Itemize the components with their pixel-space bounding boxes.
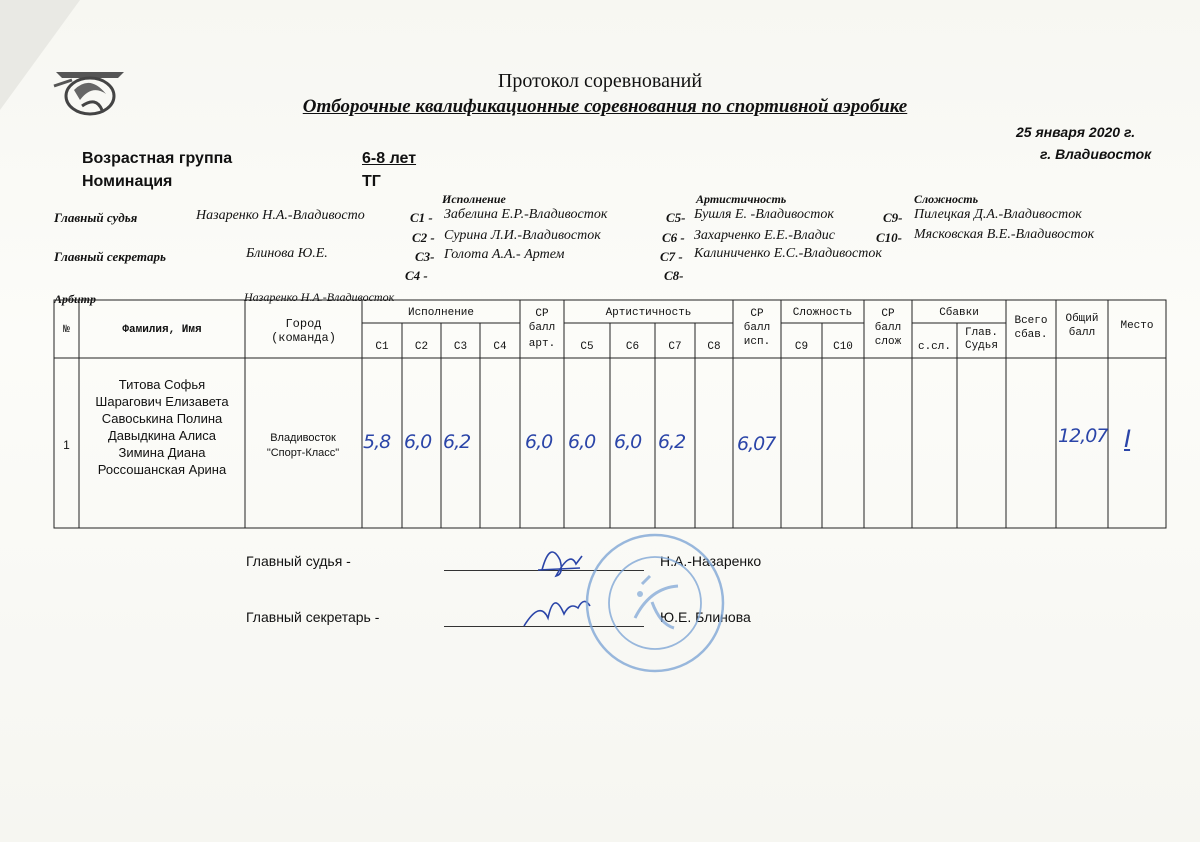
age-group-value: 6-8 лет — [362, 150, 417, 167]
judge-code: С2 - — [412, 230, 435, 245]
header-avg-exec: исп. — [743, 336, 771, 348]
judge-code: С8- — [664, 268, 684, 283]
judge-name: Захарченко Е.Е.-Владис — [694, 228, 836, 243]
arbiter-name: Назаренко Н.А.-Владивосток — [244, 290, 395, 304]
judge-code: С5- — [666, 210, 686, 225]
header-difficulty: Сложность — [792, 307, 853, 319]
club-name: "Спорт-Класс" — [266, 447, 340, 459]
header-c3: С3 — [453, 341, 468, 353]
sig-secretary-label: Главный секретарь - — [246, 609, 380, 625]
header-num: № — [63, 324, 70, 336]
chief-judge-name: Назаренко Н.А.-Владивосто — [196, 208, 365, 223]
nomination-label: Номинация — [82, 173, 173, 190]
header-avg-diff: балл — [874, 322, 902, 334]
score-c3: 6,2 — [443, 431, 471, 453]
judge-code: С1 - — [410, 210, 433, 225]
chief-secretary-label: Главный секретарь — [54, 249, 166, 264]
header-team: (команда) — [271, 331, 336, 345]
score-c5: 6,0 — [568, 431, 596, 453]
header-c5: С5 — [580, 341, 594, 353]
header-ded-small: с.сл. — [917, 341, 951, 353]
athlete-name: Шарагович Елизавета — [95, 394, 229, 409]
score-c7: 6,2 — [658, 431, 686, 453]
difficulty-judges-heading: Сложность — [914, 192, 979, 206]
judge-code: С7 - — [660, 249, 683, 264]
protocol-title: Протокол соревнований — [497, 70, 703, 92]
judge-name: Сурина Л.И.-Владивосток — [444, 228, 601, 243]
header-total-ded: сбав. — [1014, 329, 1048, 341]
judge-code: С4 - — [405, 268, 428, 283]
header-c9: С9 — [794, 341, 809, 353]
header-c6: С6 — [625, 341, 640, 353]
team-members — [79, 376, 245, 478]
judge-code: С3- — [415, 249, 435, 264]
athlete-name: Зимина Диана — [118, 445, 206, 460]
header-avg-art: арт. — [528, 338, 556, 350]
judge-code: С9- — [883, 210, 903, 225]
header-avg-exec: СР — [750, 308, 764, 320]
score-total: 12,07 — [1058, 425, 1108, 447]
sig-chief-judge-name: Н.А.-Назаренко — [660, 553, 762, 569]
nomination-value: ТГ — [362, 173, 381, 190]
judge-code: С10- — [876, 230, 902, 245]
header-execution: Исполнение — [407, 307, 474, 319]
judge-name: Мясковская В.Е.-Владивосток — [914, 227, 1095, 242]
header-ded-chief: Глав. — [964, 327, 998, 339]
competition-date: 25 января 2020 г. — [1016, 124, 1136, 140]
judge-name: Забелина Е.Р.-Владивосток — [444, 207, 608, 222]
judge-name: Голота А.А.- Артем — [444, 247, 565, 262]
header-place: Место — [1120, 320, 1154, 332]
judge-name: Калиниченко Е.С.-Владивосток — [694, 246, 882, 261]
chief-secretary-name: Блинова Ю.Е. — [246, 246, 328, 261]
sig-secretary-name: Ю.Е. Блинова — [660, 609, 751, 625]
execution-judges-heading: Исполнение — [442, 192, 506, 206]
row-num: 1 — [63, 438, 70, 452]
header-c10: С10 — [833, 341, 853, 353]
header-total: балл — [1068, 327, 1096, 339]
athlete-name: Давыдкина Алиса — [107, 428, 217, 443]
sig-chief-judge-label: Главный судья - — [246, 553, 351, 569]
judge-name: Пилецкая Д.А.-Владивосток — [914, 207, 1082, 222]
header-c4: С4 — [493, 341, 507, 353]
header-c8: С8 — [707, 341, 721, 353]
header-avg-diff: слож — [874, 336, 902, 348]
age-group-label: Возрастная группа — [82, 150, 233, 167]
score-avg-art: 6,0 — [525, 431, 553, 453]
athlete-name: Савоськина Полина — [101, 411, 223, 426]
header-avg-art: СР — [535, 308, 549, 320]
competition-city: г. Владивосток — [1040, 146, 1152, 162]
header-c1: С1 — [375, 341, 389, 353]
score-avg-exec: 6,07 — [737, 433, 776, 455]
header-avg-art: балл — [528, 322, 556, 334]
header-artistry: Артистичность — [605, 307, 692, 319]
city-name: Владивосток — [270, 432, 336, 444]
team-city — [245, 431, 361, 461]
score-c1: 5,8 — [363, 431, 391, 453]
chief-judge-label: Главный судья — [54, 210, 138, 225]
header-total-ded: Всего — [1014, 315, 1048, 327]
competition-subtitle: Отборочные квалификационные соревнования по спортивной аэробике — [302, 96, 908, 117]
artistry-judges-heading: Артистичность — [696, 192, 787, 206]
header-deductions: Сбавки — [939, 307, 979, 319]
judge-name: Бушля Е. -Владивосток — [694, 207, 834, 222]
athlete-name: Титова Софья — [118, 377, 206, 392]
header-c2: С2 — [414, 341, 429, 353]
header-c7: С7 — [668, 341, 682, 353]
place-value: I — [1124, 425, 1131, 453]
header-avg-exec: балл — [743, 322, 771, 334]
header-avg-diff: СР — [881, 308, 895, 320]
header-name: Фамилия, Имя — [122, 324, 202, 336]
score-c6: 6,0 — [614, 431, 642, 453]
organization-stamp-icon — [580, 528, 730, 678]
score-c2: 6,0 — [404, 431, 432, 453]
header-ded-chief: Судья — [964, 340, 998, 352]
athlete-name: Россошанская Арина — [97, 462, 227, 477]
header-city: Город — [285, 317, 322, 331]
judge-code: С6 - — [662, 230, 685, 245]
arbiter-label: Арбитр — [54, 292, 96, 306]
header-total: Общий — [1065, 313, 1099, 325]
